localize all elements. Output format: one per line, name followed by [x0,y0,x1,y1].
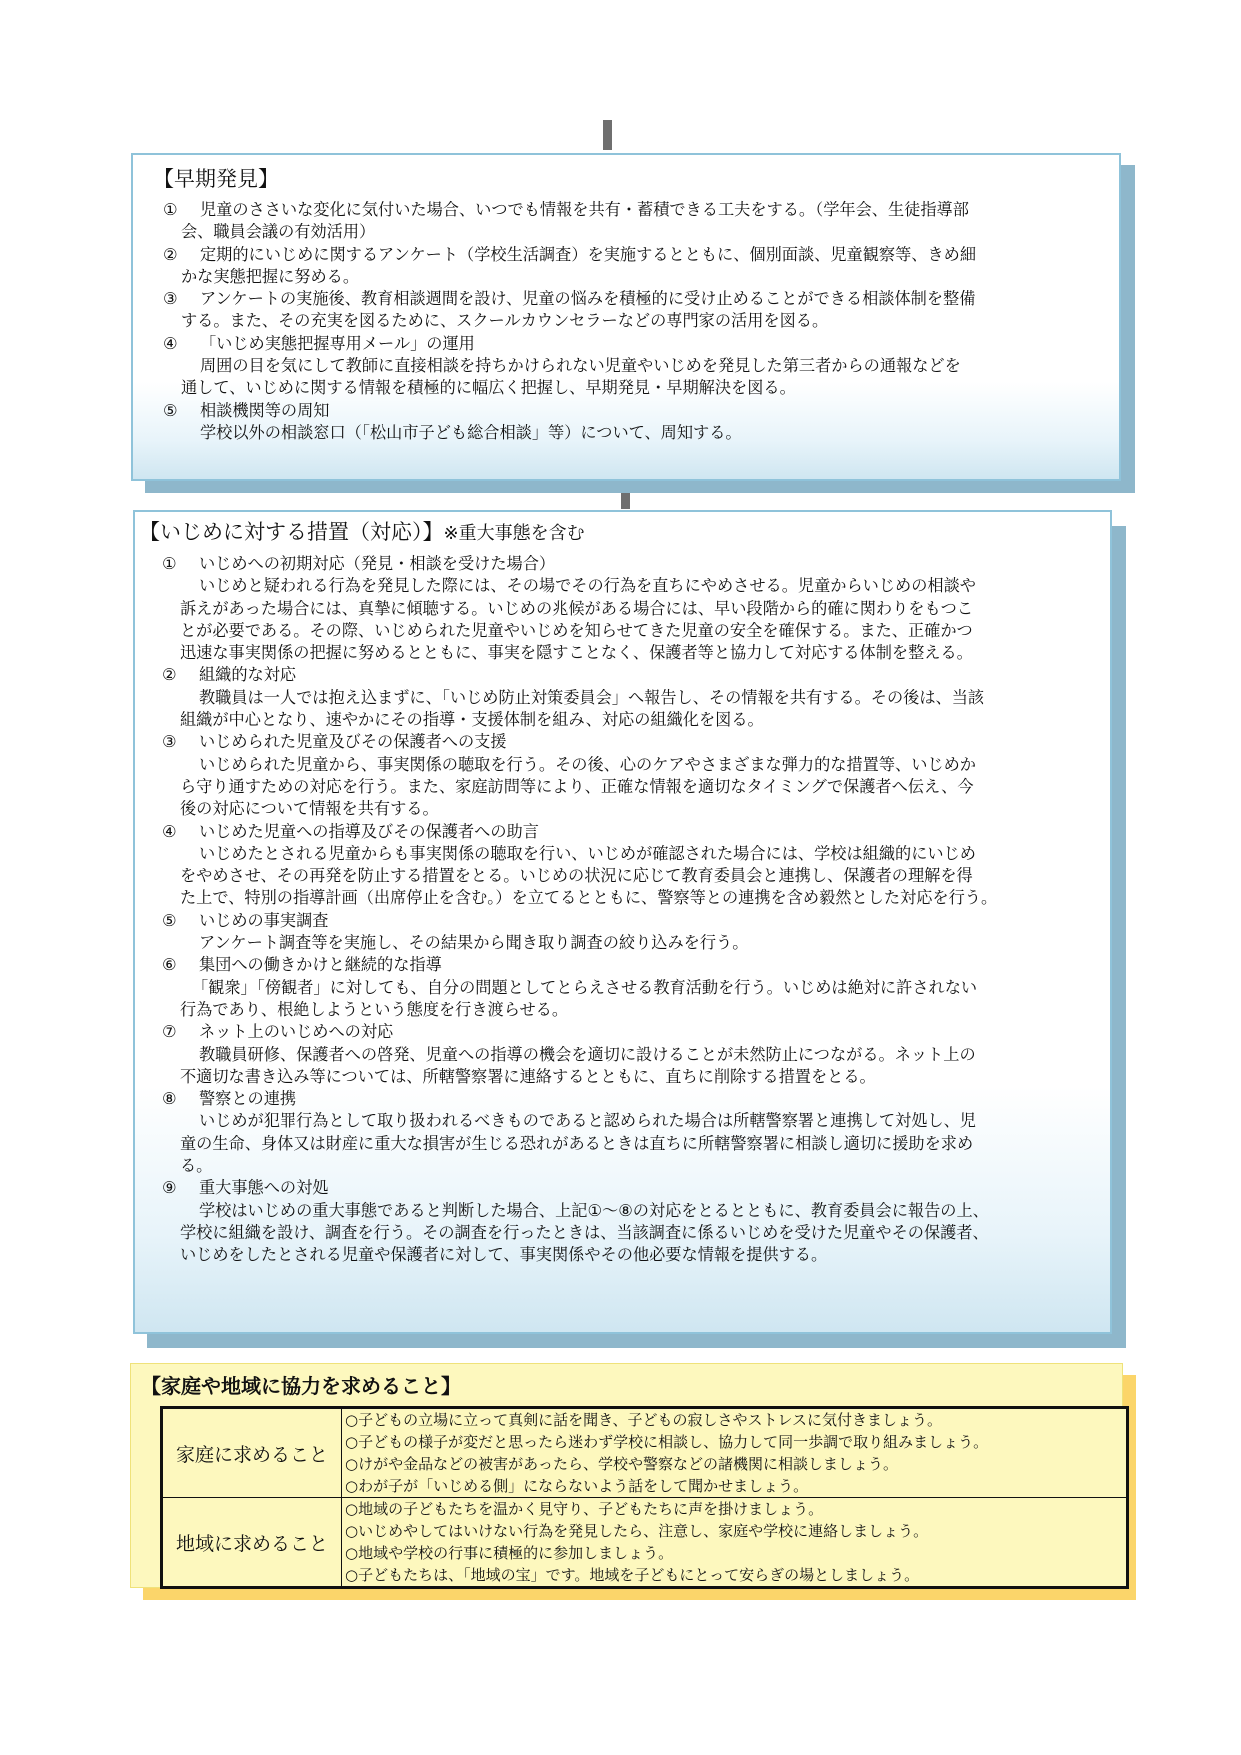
item-heading: 集団への働きかけと継続的な指導 [199,955,442,975]
item-number: ② [162,665,177,685]
item-text: 不適切な書き込み等については、所轄警察署に連絡するとともに、直ちに削除する措置をとる。 [180,1066,876,1086]
list-item [162,954,1112,1021]
list-item [162,1021,1112,1088]
item-text: 学校に組織を設け、調査を行う。その調査を行ったときは、当該調査に係るいじめを受けた児童やその保護者、 [180,1222,989,1242]
item-heading: いじめられた児童及びその保護者への支援 [199,732,507,752]
top-connector [603,120,612,150]
item-text: とが必要である。その際、いじめられた児童やいじめを知らせてきた児童の安全を確保する。また、正確かつ [180,620,973,640]
table-row [162,1408,1128,1498]
list-item [162,1177,1112,1266]
item-text: いじめが犯罪行為として取り扱われるべきものであると認められた場合は所轄警察署と連携して対処し、児 [199,1111,976,1131]
list-item: ○地域の子どもたちを温かく見守り、子どもたちに声を掛けましょう。 [345,1500,824,1518]
item-text: 学校以外の相談窓口（「松山市子ども総合相談」等）について、周知する。 [200,422,742,442]
item-heading: 組織的な対応 [199,665,297,685]
item-text: をやめさせ、その再発を防止する措置をとる。いじめの状況に応じて教育委員会と連携し、保護者の理解を得 [180,866,973,886]
item-text: 通して、いじめに関する情報を積極的に幅広く把握し、早期発見・早期解決を図る。 [181,378,796,398]
item-text: いじめられた児童から、事実関係の聴取を行う。その後、心のケアやさまざまな弾力的な措置等、いじめか [199,754,976,774]
list-item [163,400,1113,445]
item-text: 童の生命、身体又は財産に重大な損害が生じる恐れがあるときは直ちに所轄警察署に相談し適切に援助を求め [180,1133,974,1153]
item-heading: いじめの事実調査 [199,910,329,930]
item-text: 会、職員会議の有効活用） [181,222,376,242]
item-number: ① [163,200,178,219]
item-text: 定期的にいじめに関するアンケート（学校生活調査）を実施するとともに、個別面談、児童観察等、きめ細 [200,244,977,264]
row-label-home: 家庭に求めること [162,1408,342,1498]
item-number: ⑥ [162,955,177,975]
item-number: ⑧ [162,1089,177,1109]
item-text: た上で、特別の指導計画（出席停止を含む。）を立てるとともに、警察等との連携を含め毅然とした対応を行う。 [180,888,998,908]
item-text: る。 [180,1156,213,1176]
item-heading: いじめた児童への指導及びその保護者への助言 [199,821,539,841]
item-text: 組織が中心となり、速やかにその指導・支援体制を組み、対応の組織化を図る。 [180,710,764,730]
row-label-community: 地域に求めること [162,1498,342,1588]
item-heading: 警察との連携 [199,1089,297,1109]
early-detection-list [163,199,1113,444]
list-item: ○子どもの様子が変だと思ったら迷わず学校に相談し、協力して同一歩調で取り組みましょう。 [345,1433,989,1451]
item-text: 学校はいじめの重大事態であると判断した場合、上記①～⑧の対応をとるとともに、教育委員会に報告の上、 [199,1200,989,1220]
item-heading: いじめへの初期対応（発見・相談を受けた場合） [199,554,556,573]
row-items-community [342,1498,1128,1588]
list-item [163,288,1113,333]
item-text: 訴えがあった場合には、真摯に傾聴する。いじめの兆候がある場合には、早い段階から的確に関わりをもつこ [180,598,974,618]
measures-list [162,553,1112,1267]
list-item [163,333,1113,400]
item-heading: ネット上のいじめへの対応 [199,1022,394,1042]
item-number: ③ [162,732,177,752]
item-text: かな実態把握に努める。 [181,266,360,286]
cooperation-panel [130,1363,1123,1588]
list-item: ○わが子が「いじめる側」にならないよう話をして聞かせましょう。 [345,1477,809,1495]
item-text: 後の対応について情報を共有する。 [180,799,439,819]
item-heading: 重大事態への対処 [199,1178,329,1198]
item-text: いじめと疑われる行為を発見した際には、その場でその行為を直ちにやめさせる。児童からいじめの相談や [199,576,976,596]
item-text: 行為であり、根絶しようという態度を行き渡らせる。 [180,999,569,1019]
item-text: 教職員は一人では抱え込まずに、「いじめ防止対策委員会」へ報告し、その情報を共有する。その後は、当該 [199,687,985,707]
item-number: ⑤ [163,400,178,420]
early-detection-panel [131,153,1121,481]
table-row [162,1498,1128,1588]
cooperation-table [160,1406,1129,1589]
list-item [163,199,1113,244]
list-item: ○地域や学校の行事に積極的に参加しましょう。 [345,1544,674,1562]
measures-title-text: 【いじめに対する措置（対応）】 [139,520,444,544]
item-heading: 相談機関等の周知 [200,400,330,420]
item-number: ⑨ [162,1178,177,1198]
measures-title [139,518,585,548]
measures-panel [133,510,1112,1334]
item-text: 児童のささいな変化に気付いた場合、いつでも情報を共有・蓄積できる工夫をする。（学年会、生徒指導部 [200,200,969,219]
measures-title-note: ※重大事態を含む [443,523,585,544]
list-item [162,664,1112,731]
list-item [162,1088,1112,1177]
list-item: ○子どもの立場に立って真剣に話を聞き、子どもの寂しさやストレスに気付きましょう。 [345,1411,943,1429]
row-items-home [342,1408,1128,1498]
item-number: ⑦ [162,1022,177,1042]
item-text: 教職員研修、保護者への啓発、児童への指導の機会を適切に設けることが未然防止につながる。ネット上の [199,1044,976,1064]
list-item: ○いじめやしてはいけない行為を発見したら、注意し、家庭や学校に連絡しましょう。 [345,1522,929,1540]
item-text: いじめをしたとされる児童や保護者に対して、事実関係やその他必要な情報を提供する。 [180,1245,828,1265]
list-item [162,910,1112,955]
list-item [162,553,1112,664]
item-text: 迅速な事実関係の把握に努めるとともに、事実を隠すことなく、保護者等と協力して対応する体制を整える。 [180,643,973,663]
item-number: ④ [163,333,178,353]
item-number: ② [163,244,178,264]
item-text: する。また、その充実を図るために、スクールカウンセラーなどの専門家の活用を図る。 [181,311,829,331]
item-text: ら守り通すための対応を行う。また、家庭訪問等により、正確な情報を適切なタイミングで保護者へ伝え、今 [180,776,974,796]
item-number: ③ [163,289,178,309]
list-item [162,731,1112,820]
list-item [162,821,1112,910]
item-heading: 「いじめ実態把握専用メール」の運用 [200,333,475,353]
item-number: ⑤ [162,910,177,930]
item-number: ④ [162,821,177,841]
list-item [163,244,1113,289]
item-text: 周囲の目を気にして教師に直接相談を持ちかけられない児童やいじめを発見した第三者からの通報などを [200,356,961,376]
list-item: ○子どもたちは、「地域の宝」です。地域を子どもにとって安らぎの場としましょう。 [345,1566,920,1584]
item-text: アンケート調査等を実施し、その結果から聞き取り調査の絞り込みを行う。 [199,933,749,953]
early-detection-title: 【早期発見】 [153,167,279,191]
item-number: ① [162,554,177,573]
item-text: アンケートの実施後、教育相談週間を設け、児童の悩みを積極的に受け止めることができる相談体制を整備 [200,289,976,309]
item-text: 「観衆」「傍観者」に対しても、自分の問題としてとらえさせる教育活動を行う。いじめは絶対に許されない [192,977,978,997]
item-text: いじめたとされる児童からも事実関係の聴取を行い、いじめが確認された場合には、学校は組織的にいじめ [199,843,976,863]
cooperation-title: 【家庭や地域に協力を求めること】 [141,1374,461,1398]
list-item: ○けがや金品などの被害があったら、学校や警察などの諸機関に相談しましょう。 [345,1455,898,1473]
